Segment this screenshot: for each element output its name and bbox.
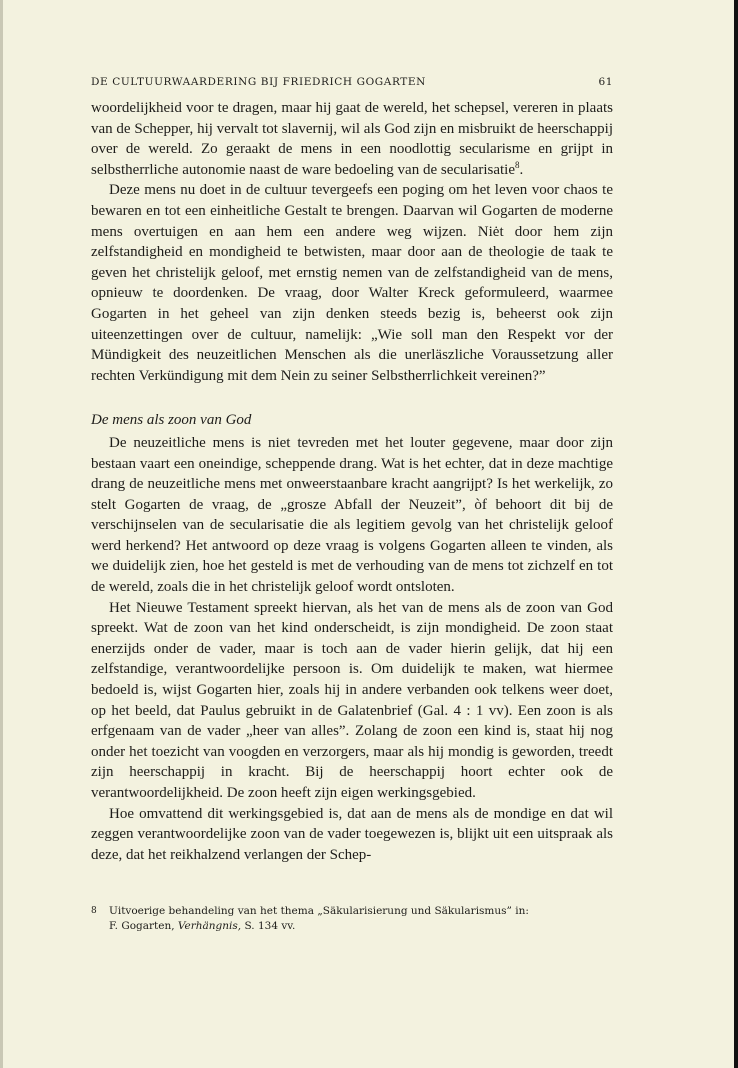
footnote-line-2: F. Gogarten, Verhängnis, S. 134 vv. xyxy=(109,920,296,932)
footnote-number: 8 xyxy=(91,906,97,916)
section-heading: De mens als zoon van God xyxy=(91,412,252,429)
footnote-line-1: Uitvoerige behandeling van het thema „Säkularisierung und Säkularismus” in: xyxy=(109,905,529,917)
paragraph: Hoe omvattend dit werkingsgebied is, dat aan de mens als de mondige en dat wil zeggen verantwoordelijke zoon van de vader toegewezen is, blijkt uit een uitspraak als deze, dat het reikhalzend verlangen der Schep- xyxy=(91,805,613,863)
running-head-title: DE CULTUURWAARDERING BIJ FRIEDRICH GOGARTEN xyxy=(91,76,426,88)
page-number: 61 xyxy=(598,76,613,88)
page-edge-left xyxy=(0,0,3,1068)
body-text xyxy=(91,98,613,865)
footnote-book-title: Verhängnis, xyxy=(177,920,242,932)
footnote-reference: 8 xyxy=(515,159,520,170)
paragraph: Deze mens nu doet in de cultuur tevergeefs een poging om het leven voor chaos te bewaren en tot een einheitliche Gestalt te brengen. Daarvan wil Gogarten de moderne mens overtuigen en aan hem een andere weg wijzen. Niėt door hem zijn zelfstandigheid en mondigheid te betwisten, maar door aan de theologie de taak te geven het christelijk geloof, met ernstig nemen van de zelfstandigheid van de mens, opnieuw te doordenken. De vraag, door Walter Kreck geformuleerd, waarmee Gogarten in het geheel van zijn denken steeds bezig is, beheerst ook zijn uiteenzettingen over de cultuur, namelijk: „Wie soll man den Respekt vor der Mündigkeit des neuzeitlichen Menschen als die unerläszliche Voraussetzung aller rechten Verkündigung mit dem Nein zu seiner Selbstherrlichkeit vereinen?” xyxy=(91,182,613,384)
page-edge-right xyxy=(734,0,738,1068)
running-head xyxy=(91,76,613,88)
paragraph: Het Nieuwe Testament spreekt hiervan, als het van de mens als de zoon van God spreekt. Wat de zoon van het kind onderscheidt, is zijn mondigheid. De zoon staat enerzijds onder de vader, maar is toch aan de vader hierin gelijk, dat hij een zelfstandige, verantwoordelijke persoon is. Om duidelijk te maken, wat hiermee bedoeld is, wijst Gogarten hier, zoals hij in andere verbanden ook telkens weer doet, op het beeld, dat Paulus gebruikt in de Galatenbrief (Gal. 4 : 1 vv). Een zoon is als erfgenaam van de vader „heer van alles”. Zolang de zoon een kind is, staat hij nog onder het toezicht van voogden en verzorgers, maar als hij mondig is geworden, treedt zijn heerschappij in kracht. Bij de heerschappij hoort echter ook de verantwoordelijkheid. De zoon heeft zijn eigen werkingsgebied. xyxy=(91,599,613,801)
footnote xyxy=(91,904,613,934)
paragraph: woordelijkheid voor te dragen, maar hij gaat de wereld, het schepsel, vereren in plaats van de Schepper, hij vervalt tot slavernij, wil als God zijn en misbruikt de heerschappij over de wereld. Zo geraakt de mens in een noodlottig secularisme en grijpt in selbstherrliche autonomie naast de ware bedoeling van de secularisatie$^8$. xyxy=(91,100,613,178)
paragraph: De neuzeitliche mens is niet tevreden met het louter gegevene, maar door zijn bestaan vaart een oneindige, scheppende drang. Wat is het echter, dat in deze machtige drang de neuzeitliche mens met onweerstaanbare kracht aangrijpt? Is het werkelijk, zo stelt Gogarten de vraag, de „grosze Abfall der Neuzeit”, òf behoort dit bij de verschijnselen van de secularisatie die als legitiem gevolg van het christelijk geloof werd herkend? Het antwoord op deze vraag is volgens Gogarten alleen te vinden, als we duidelijk zien, hoe het gesteld is met de verhouding van de mens tot zichzelf en tot de wereld, zoals die in het christelijk geloof wordt ontsloten. xyxy=(91,434,613,596)
